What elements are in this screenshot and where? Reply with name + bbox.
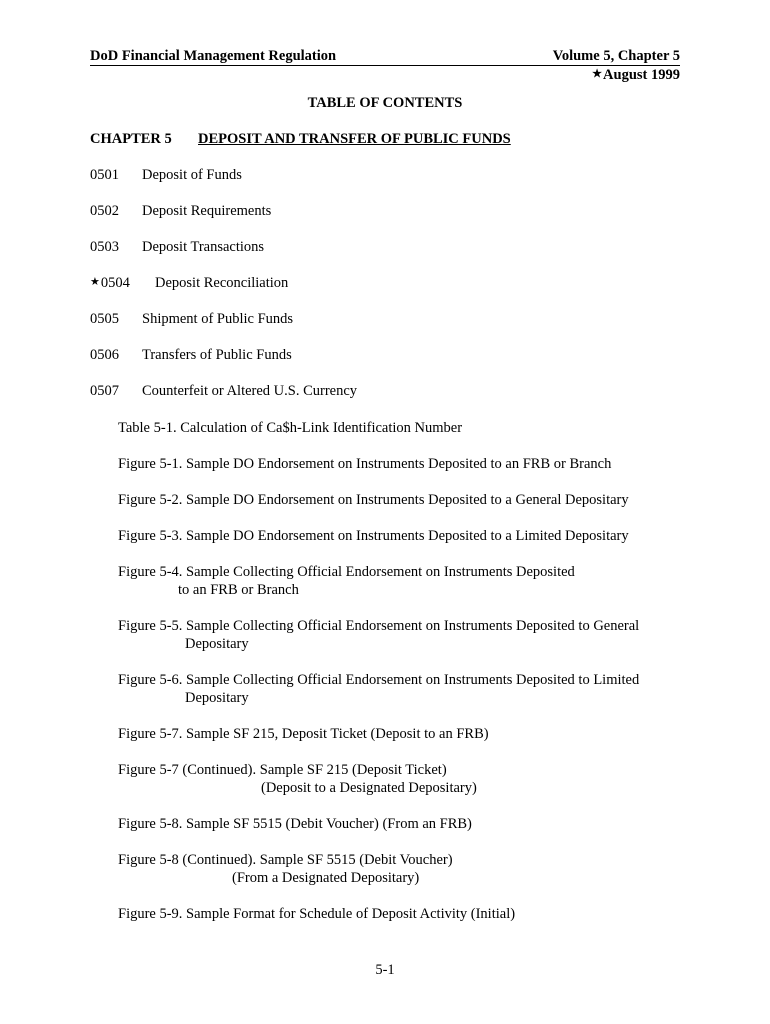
header-date-text: August 1999 bbox=[603, 67, 680, 83]
toc-figure-entry[interactable] bbox=[118, 761, 477, 797]
entry-continuation: to an FRB or Branch bbox=[178, 582, 299, 598]
toc-table-entry[interactable] bbox=[118, 419, 462, 437]
section-title: Deposit Transactions bbox=[142, 239, 265, 255]
section-title: Shipment of Public Funds bbox=[142, 311, 294, 327]
header-volume-chapter: Volume 5, Chapter 5 bbox=[552, 48, 680, 64]
entry-text: Figure 5-7. Sample SF 215, Deposit Ticket (Deposit to an FRB) bbox=[118, 726, 489, 742]
entry-text: Figure 5-7 (Continued). Sample SF 215 (Deposit Ticket) bbox=[118, 762, 447, 778]
header-regulation-title: DoD Financial Management Regulation bbox=[90, 48, 337, 64]
section-number: 0501 bbox=[90, 167, 119, 183]
entry-continuation: Depositary bbox=[185, 636, 249, 652]
section-title: Deposit of Funds bbox=[142, 167, 242, 183]
running-header bbox=[90, 48, 680, 66]
entry-text: Figure 5-8. Sample SF 5515 (Debit Voucher) (From an FRB) bbox=[118, 816, 472, 832]
toc-figure-entry[interactable] bbox=[118, 563, 575, 599]
entry-text: Figure 5-8 (Continued). Sample SF 5515 (Debit Voucher) bbox=[118, 852, 453, 868]
entry-text: Figure 5-5. Sample Collecting Official Endorsement on Instruments Deposited to General bbox=[118, 618, 640, 634]
revision-star-icon: ★ bbox=[592, 68, 603, 80]
toc-figure-entry[interactable] bbox=[118, 491, 629, 509]
entry-text: Figure 5-6. Sample Collecting Official Endorsement on Instruments Deposited to Limited bbox=[118, 672, 640, 688]
revision-star-icon: ★ bbox=[90, 276, 100, 288]
toc-title: TABLE OF CONTENTS bbox=[307, 95, 463, 111]
entry-continuation: Depositary bbox=[185, 690, 249, 706]
toc-figure-entry[interactable] bbox=[118, 671, 639, 707]
toc-figure-entry[interactable] bbox=[118, 905, 515, 923]
page-number: 5-1 bbox=[375, 962, 395, 978]
section-number: ★0504 bbox=[90, 275, 130, 291]
toc-figure-entry[interactable] bbox=[118, 815, 472, 833]
entry-text: Figure 5-9. Sample Format for Schedule of Deposit Activity (Initial) bbox=[118, 906, 516, 922]
section-number: 0506 bbox=[90, 347, 119, 363]
toc-figure-entry[interactable] bbox=[118, 455, 611, 473]
section-title: Deposit Reconciliation bbox=[155, 275, 289, 291]
toc-figure-entry[interactable] bbox=[118, 617, 639, 653]
section-title: Counterfeit or Altered U.S. Currency bbox=[142, 383, 358, 399]
entry-text: Figure 5-2. Sample DO Endorsement on Instruments Deposited to a General Depositary bbox=[118, 492, 629, 508]
entry-text: Figure 5-1. Sample DO Endorsement on Instruments Deposited to an FRB or Branch bbox=[118, 456, 612, 472]
entry-text: Figure 5-3. Sample DO Endorsement on Instruments Deposited to a Limited Depositary bbox=[118, 528, 629, 544]
section-number: 0502 bbox=[90, 203, 119, 219]
toc-figure-entry[interactable] bbox=[118, 527, 629, 545]
toc-figure-entry[interactable] bbox=[118, 725, 489, 743]
entry-continuation: (Deposit to a Designated Depositary) bbox=[261, 780, 477, 796]
section-title: Deposit Requirements bbox=[142, 203, 272, 219]
section-title: Transfers of Public Funds bbox=[142, 347, 292, 363]
section-number: 0505 bbox=[90, 311, 119, 327]
header-date bbox=[592, 66, 680, 84]
section-number: 0507 bbox=[90, 383, 119, 399]
toc-figure-entry[interactable] bbox=[118, 851, 453, 887]
entry-text: Table 5-1. Calculation of Ca$h-Link Identification Number bbox=[118, 420, 463, 436]
entry-text: Figure 5-4. Sample Collecting Official Endorsement on Instruments Deposited bbox=[118, 564, 575, 580]
section-number: 0503 bbox=[90, 239, 119, 255]
chapter-title: DEPOSIT AND TRANSFER OF PUBLIC FUNDS bbox=[198, 131, 511, 147]
entry-continuation: (From a Designated Depositary) bbox=[232, 870, 420, 886]
chapter-number: CHAPTER 5 bbox=[90, 131, 172, 147]
